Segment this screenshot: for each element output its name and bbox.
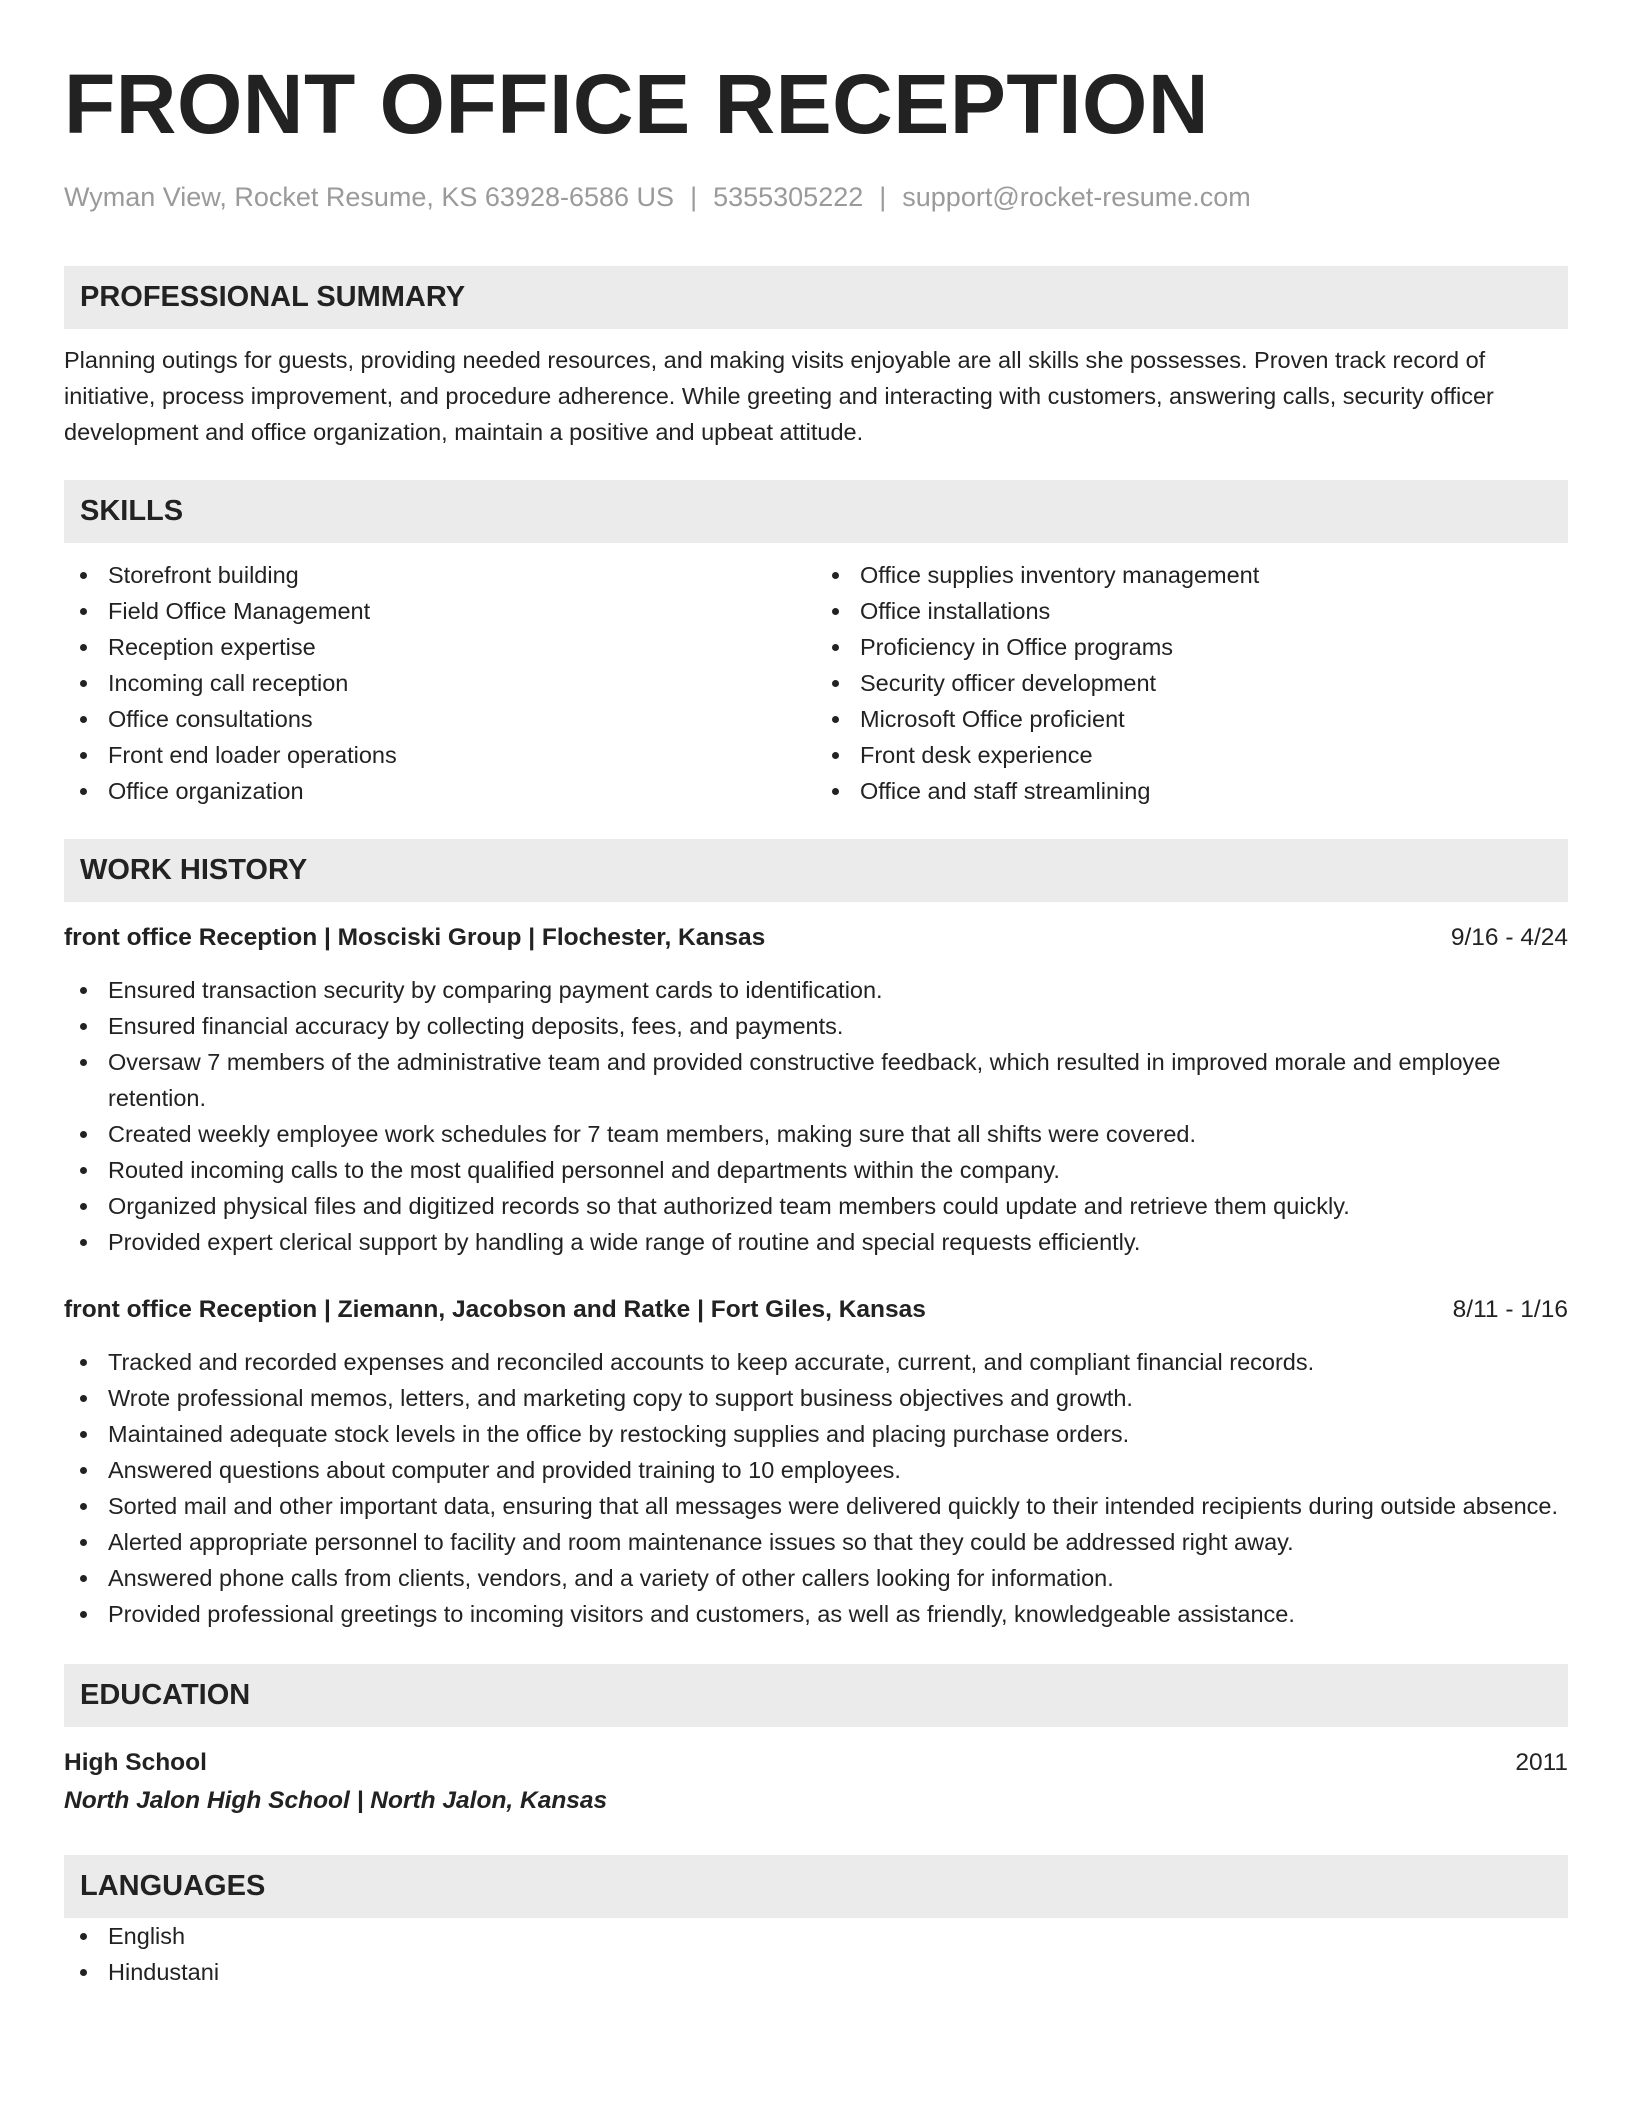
skill-item: Office and staff streamlining xyxy=(816,773,1568,809)
skills-column-right xyxy=(816,557,1568,809)
skill-item: Office organization xyxy=(64,773,816,809)
job-entry xyxy=(64,1292,1568,1632)
contact-email: support@rocket-resume.com xyxy=(902,182,1251,212)
contact-address: Wyman View, Rocket Resume, KS 63928-6586 US xyxy=(64,182,675,212)
skill-item: Office installations xyxy=(816,593,1568,629)
job-bullet: Wrote professional memos, letters, and marketing copy to support business objectives and growth. xyxy=(64,1380,1568,1416)
contact-separator: | xyxy=(879,182,887,212)
contact-line xyxy=(64,180,1568,214)
skill-item: Microsoft Office proficient xyxy=(816,701,1568,737)
job-bullet: Ensured transaction security by comparing payment cards to identification. xyxy=(64,972,1568,1008)
section-heading-education: EDUCATION xyxy=(64,1664,1568,1727)
contact-separator: | xyxy=(690,182,698,212)
job-bullet: Answered phone calls from clients, vendors, and a variety of other callers looking for information. xyxy=(64,1560,1568,1596)
job-bullets xyxy=(64,972,1568,1260)
skills-grid xyxy=(64,557,1568,809)
job-bullet: Provided professional greetings to incoming visitors and customers, as well as friendly, knowledgeable assistance. xyxy=(64,1596,1568,1632)
job-bullet: Answered questions about computer and provided training to 10 employees. xyxy=(64,1452,1568,1488)
education-year: 2011 xyxy=(1515,1749,1568,1776)
job-bullets xyxy=(64,1344,1568,1632)
job-bullet: Maintained adequate stock levels in the office by restocking supplies and placing purchase orders. xyxy=(64,1416,1568,1452)
job-bullet: Created weekly employee work schedules for 7 team members, making sure that all shifts were covered. xyxy=(64,1116,1568,1152)
job-title: front office Reception | Mosciski Group | Flochester, Kansas xyxy=(64,924,766,951)
section-heading-languages: LANGUAGES xyxy=(64,1855,1568,1918)
job-bullet: Organized physical files and digitized records so that authorized team members could update and retrieve them quickly. xyxy=(64,1188,1568,1224)
skill-item: Proficiency in Office programs xyxy=(816,629,1568,665)
skill-item: Front end loader operations xyxy=(64,737,816,773)
job-bullet: Alerted appropriate personnel to facility and room maintenance issues so that they could be addressed right away. xyxy=(64,1524,1568,1560)
job-header xyxy=(64,920,1568,956)
candidate-name: FRONT OFFICE RECEPTION xyxy=(64,57,1209,151)
job-bullet: Ensured financial accuracy by collecting deposits, fees, and payments. xyxy=(64,1008,1568,1044)
job-bullet: Provided expert clerical support by handling a wide range of routine and special requests efficiently. xyxy=(64,1224,1568,1260)
skill-item: Storefront building xyxy=(64,557,816,593)
job-bullet: Sorted mail and other important data, ensuring that all messages were delivered quickly to their intended recipients during outside absence. xyxy=(64,1488,1568,1524)
skill-item: Field Office Management xyxy=(64,593,816,629)
job-entry xyxy=(64,920,1568,1260)
skill-item: Front desk experience xyxy=(816,737,1568,773)
skill-item: Office supplies inventory management xyxy=(816,557,1568,593)
language-list xyxy=(64,1918,1568,1990)
job-bullet: Routed incoming calls to the most qualified personnel and departments within the company. xyxy=(64,1152,1568,1188)
job-dates: 9/16 - 4/24 xyxy=(1450,924,1568,951)
job-bullet: Tracked and recorded expenses and reconciled accounts to keep accurate, current, and compliant financial records. xyxy=(64,1344,1568,1380)
education-school: North Jalon High School | North Jalon, Kansas xyxy=(64,1787,608,1814)
skill-item: Security officer development xyxy=(816,665,1568,701)
education-degree: High School xyxy=(64,1749,207,1776)
section-heading-summary: PROFESSIONAL SUMMARY xyxy=(64,266,1568,329)
section-heading-skills: SKILLS xyxy=(64,480,1568,543)
job-dates: 8/11 - 1/16 xyxy=(1452,1296,1568,1323)
skill-item: Incoming call reception xyxy=(64,665,816,701)
job-header xyxy=(64,1292,1568,1328)
job-title: front office Reception | Ziemann, Jacobson and Ratke | Fort Giles, Kansas xyxy=(64,1296,926,1323)
skill-item: Office consultations xyxy=(64,701,816,737)
skill-item: Reception expertise xyxy=(64,629,816,665)
language-item: Hindustani xyxy=(64,1954,1568,1990)
section-heading-work-history: WORK HISTORY xyxy=(64,839,1568,902)
education-header xyxy=(64,1745,1568,1781)
skills-column-left xyxy=(64,557,816,809)
job-bullet: Oversaw 7 members of the administrative team and provided constructive feedback, which resulted in improved morale and employee retention. xyxy=(64,1044,1568,1116)
contact-phone: 5355305222 xyxy=(713,182,864,212)
summary-text: Planning outings for guests, providing needed resources, and making visits enjoyable are all skills she possesses. Proven track record of initiative, process improvement, and procedure adherence. While greeting and interacting with customers, answering calls, security officer development and office organization, maintain a positive and upbeat attitude. xyxy=(64,347,1494,445)
language-item: English xyxy=(64,1918,1568,1954)
